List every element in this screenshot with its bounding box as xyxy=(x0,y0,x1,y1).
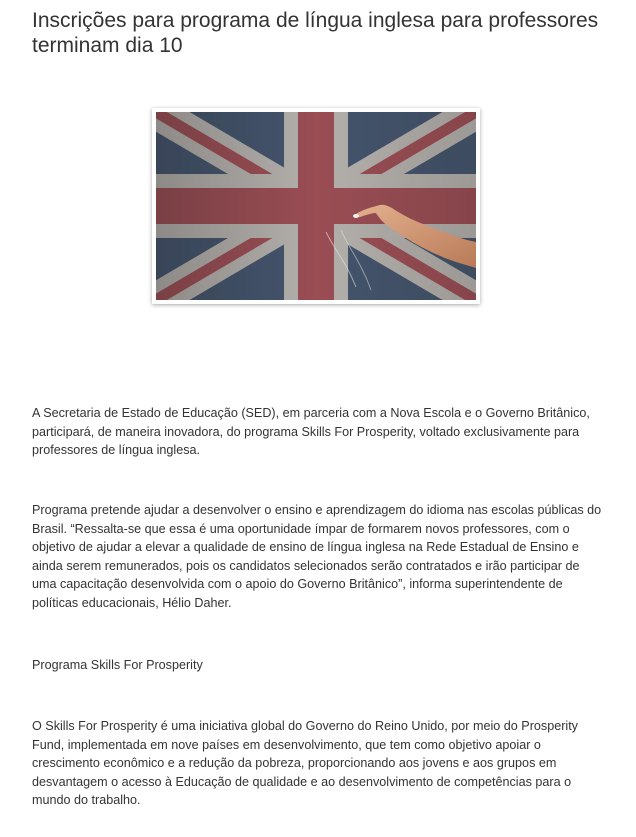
union-jack-chalkboard-illustration xyxy=(156,112,476,300)
article-paragraph: O Skills For Prosperity é uma iniciativa global do Governo do Reino Unido, por meio do Prosperity Fund, implementada em nove países em desenvolvimento, que tem como objetivo apoiar o crescimento econômico e a redução da pobreza, proporcionando aos jovens e aos grupos em desvantagem o acesso à Educação de qualidade e ao desenvolvimento de competências para o mundo do trabalho. xyxy=(32,719,578,807)
article-title: Inscrições para programa de língua inglesa para professores terminam dia 10 xyxy=(32,9,599,57)
article-subheading: Programa Skills For Prosperity xyxy=(32,658,203,672)
article-image xyxy=(152,108,480,304)
article-paragraph: A Secretaria de Estado de Educação (SED), em parceria com a Nova Escola e o Governo Britânico, participará, de maneira inovadora, do programa Skills For Prosperity, voltado exclusivamente para professores de língua inglesa. xyxy=(32,406,590,457)
article-paragraph: Programa pretende ajudar a desenvolver o ensino e aprendizagem do idioma nas escolas públicas do Brasil. “Ressalta-se que essa é uma oportunidade ímpar de formarem novos professores, com o objetivo de ajudar a elevar a qualidade de ensino de língua inglesa na Rede Estadual de Ensino e ainda serem remunerados, pois os candidatos selecionados serão contratados e irão participar de uma capacitação desenvolvida com o apoio do Governo Britânico”, informa superintendente de políticas educacionais, Hélio Daher. xyxy=(32,503,602,610)
